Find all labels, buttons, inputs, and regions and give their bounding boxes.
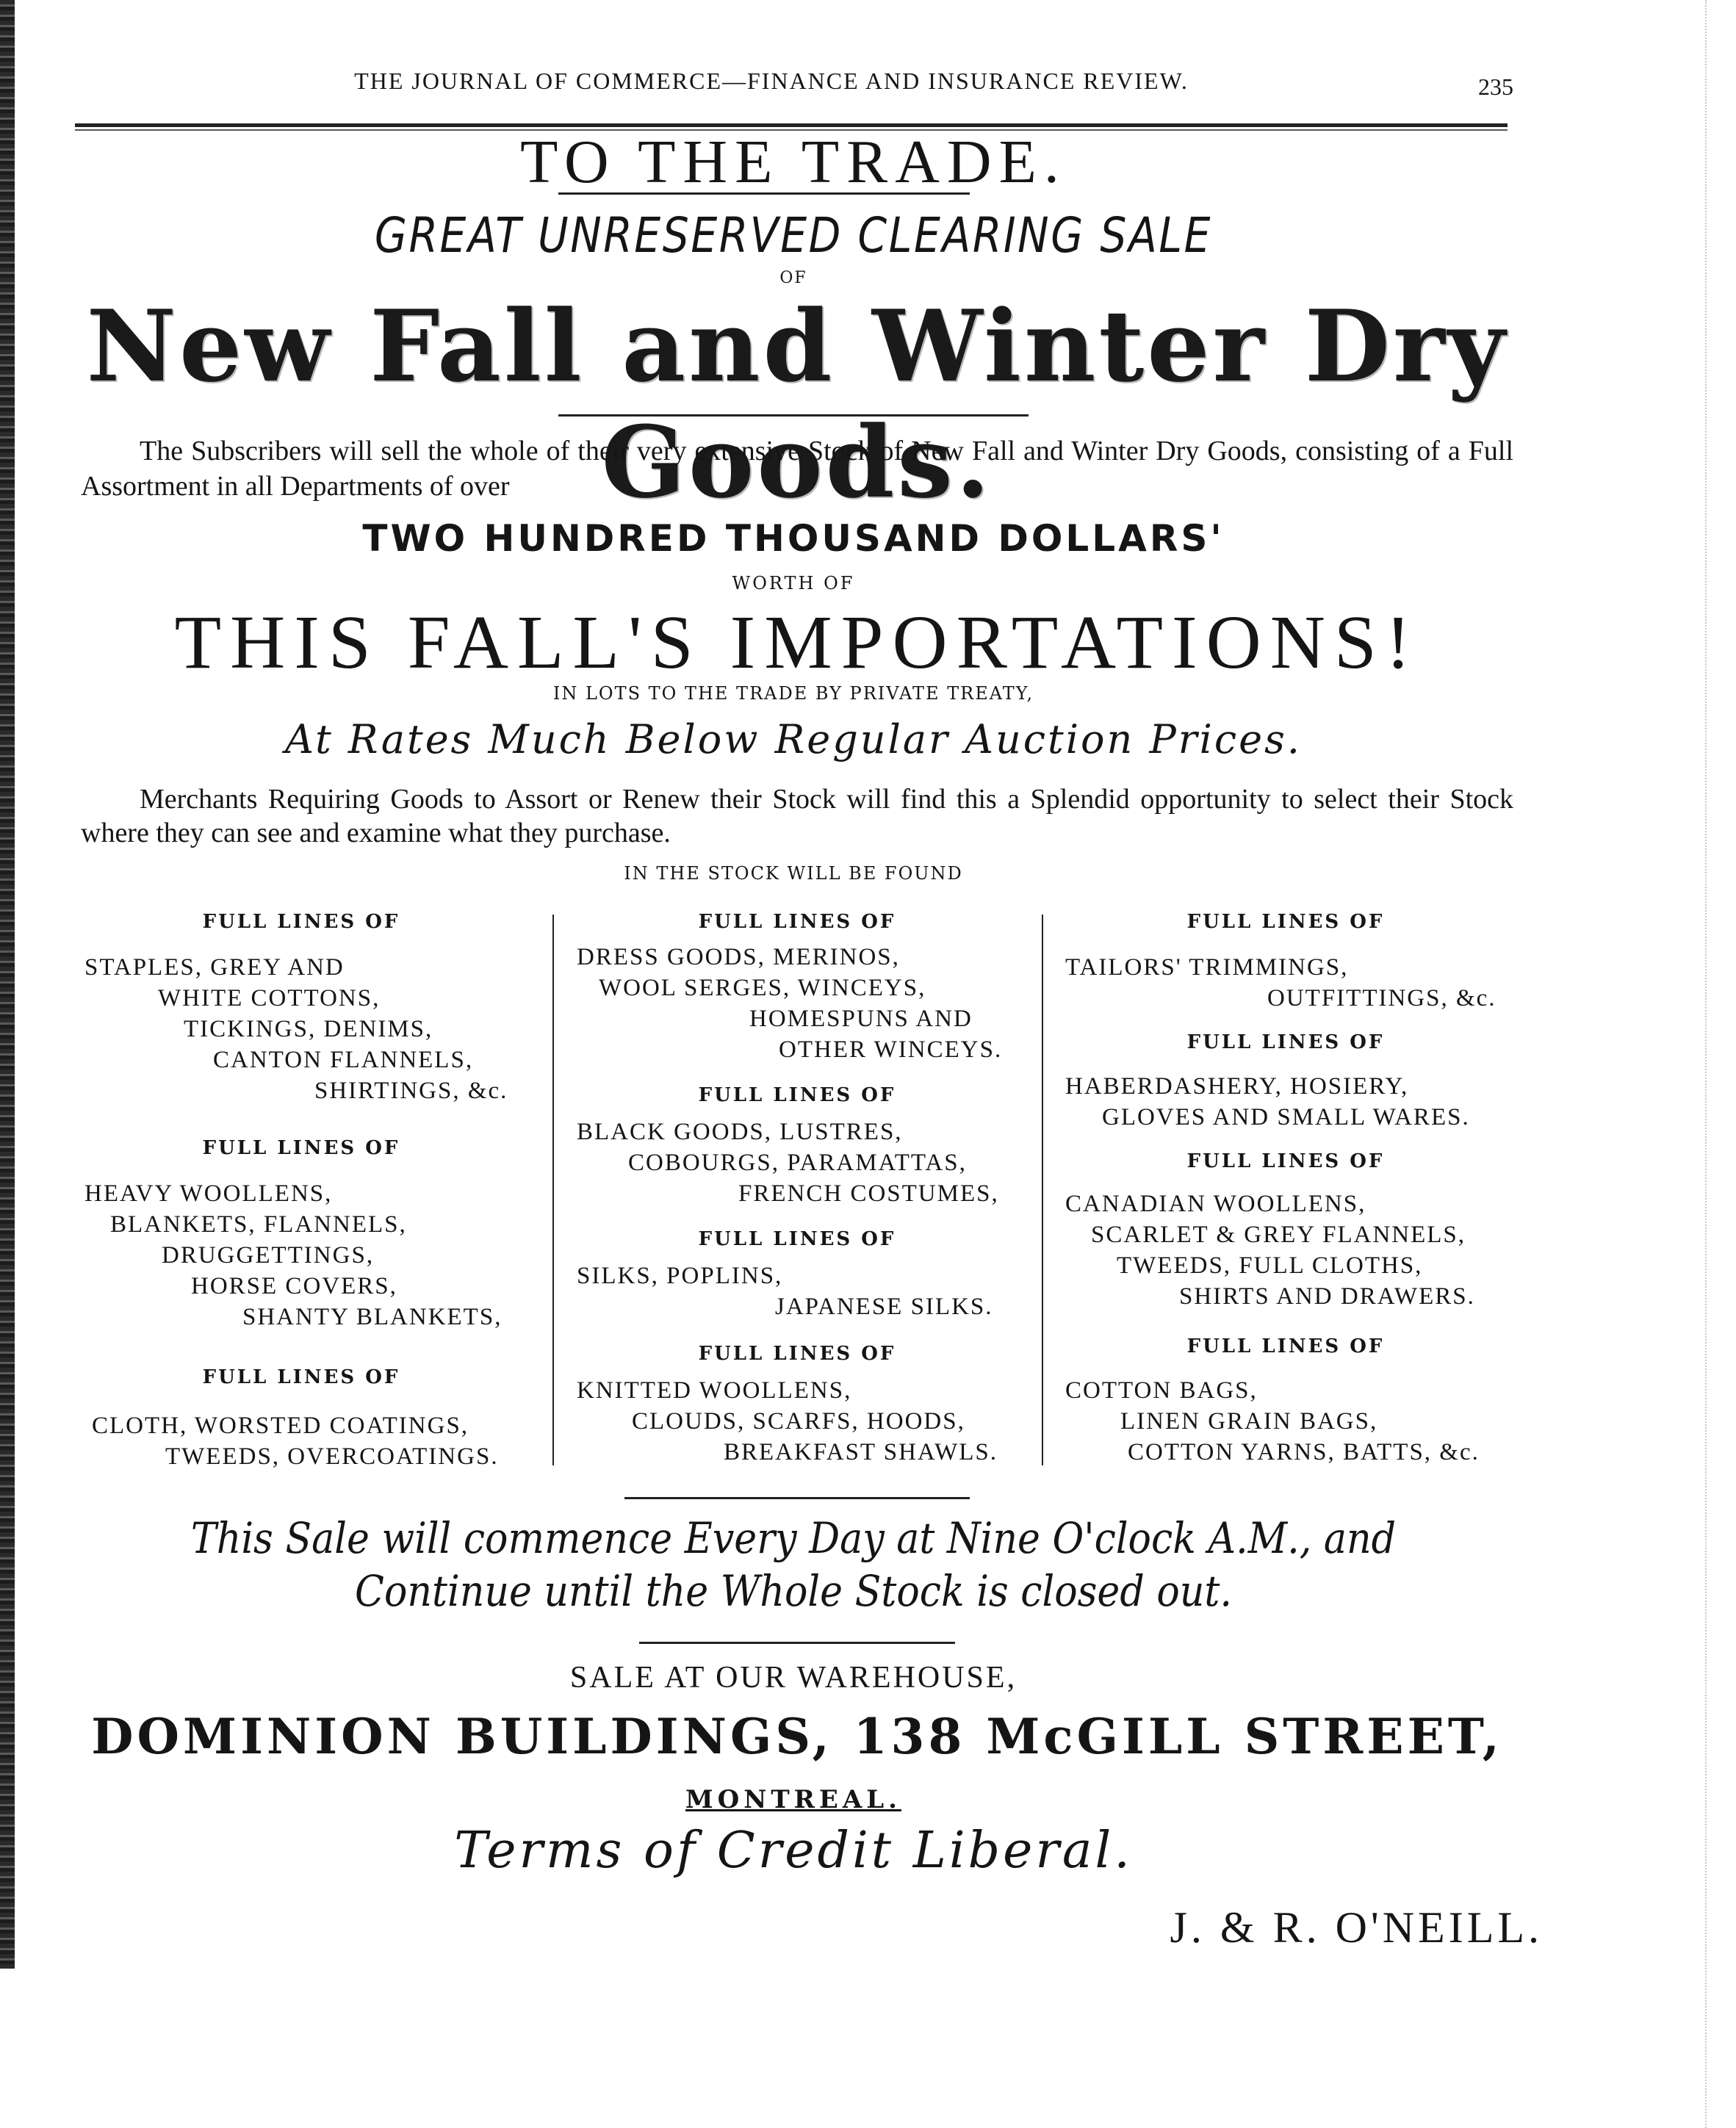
group-title: FULL LINES OF — [1186, 1150, 1385, 1172]
stock-line: HOMESPUNS AND — [749, 1006, 973, 1032]
stock-line: SHANTY BLANKETS, — [242, 1304, 503, 1330]
stock-line: COBOURGS, PARAMATTAS, — [628, 1150, 967, 1176]
stock-line: OUTFITTINGS, &c. — [1267, 985, 1497, 1011]
divider-rule — [558, 414, 1029, 416]
stock-line: COTTON YARNS, BATTS, &c. — [1128, 1439, 1480, 1465]
group-title: FULL LINES OF — [1186, 911, 1385, 933]
heading-underline — [558, 192, 970, 195]
group-title: FULL LINES OF — [698, 1343, 896, 1365]
sale-hours — [159, 1512, 1428, 1617]
stock-line: SHIRTS AND DRAWERS. — [1179, 1283, 1475, 1310]
stock-line: DRUGGETTINGS, — [162, 1242, 375, 1269]
city-line: MONTREAL. — [685, 1785, 901, 1814]
column-divider — [1042, 915, 1043, 1465]
stock-line: TICKINGS, DENIMS, — [184, 1016, 433, 1042]
page-binding-edge — [0, 0, 15, 1969]
divider-rule — [639, 1642, 955, 1644]
amount-heading: TWO HUNDRED THOUSAND DOLLARS' — [362, 517, 1225, 560]
stock-line: KNITTED WOOLLENS, — [577, 1377, 852, 1404]
of-label: OF — [779, 269, 807, 287]
sale-hours-line-1: This Sale will commence Every Day at Nine O'clock A.M., and — [190, 1513, 1397, 1563]
stock-line: FRENCH COSTUMES, — [738, 1180, 999, 1207]
stock-line: WHITE COTTONS, — [158, 985, 381, 1011]
warehouse-line: SALE AT OUR WAREHOUSE, — [569, 1661, 1018, 1695]
clearing-sale-title: GREAT UNRESERVED CLEARING SALE — [374, 207, 1213, 264]
stock-line: BLANKETS, FLANNELS, — [110, 1211, 407, 1238]
advert-heading: TO THE TRADE. — [520, 128, 1067, 196]
intro-paragraph: The Subscribers will sell the whole of their very extensive Stock of New Fall and Winter Dry Goods, consisting of a Full Assortment in all Departments of over — [81, 436, 1513, 502]
group-title: FULL LINES OF — [698, 1084, 896, 1106]
dry-goods-title: New Fall and Winter Dry Goods. — [86, 288, 1508, 520]
page-right-edge — [1705, 0, 1736, 2128]
stock-line: OTHER WINCEYS. — [779, 1036, 1003, 1063]
group-title: FULL LINES OF — [698, 911, 896, 933]
group-title: FULL LINES OF — [1186, 1031, 1385, 1053]
importations-heading: THIS FALL'S IMPORTATIONS! — [174, 600, 1420, 685]
stock-line: SCARLET & GREY FLANNELS, — [1091, 1222, 1466, 1248]
group-title: FULL LINES OF — [202, 1137, 400, 1159]
page-number: 235 — [1478, 73, 1513, 100]
group-title: FULL LINES OF — [202, 911, 400, 933]
stock-line: WOOL SERGES, WINCEYS, — [599, 975, 926, 1001]
column-divider — [552, 915, 554, 1465]
stock-line: TWEEDS, OVERCOATINGS. — [165, 1443, 499, 1470]
sale-hours-line-2: Continue until the Whole Stock is closed out. — [355, 1566, 1232, 1616]
address-line: DOMINION BUILDINGS, 138 McGILL STREET, — [91, 1708, 1503, 1765]
stock-line: HABERDASHERY, HOSIERY, — [1065, 1073, 1409, 1100]
rates-line: At Rates Much Below Regular Auction Prices. — [285, 716, 1302, 762]
in-lots-label: IN LOTS TO THE TRADE BY PRIVATE TREATY, — [552, 683, 1034, 704]
stock-line: BLACK GOODS, LUSTRES, — [577, 1119, 903, 1145]
stock-line: STAPLES, GREY AND — [84, 954, 345, 981]
stock-line: HORSE COVERS, — [191, 1273, 397, 1299]
group-title: FULL LINES OF — [1186, 1335, 1385, 1357]
stock-line: CANADIAN WOOLLENS, — [1065, 1191, 1366, 1217]
group-title: FULL LINES OF — [698, 1228, 896, 1250]
stock-line: JAPANESE SILKS. — [775, 1294, 993, 1320]
terms-line: Terms of Credit Liberal. — [454, 1822, 1133, 1880]
stock-line: CLOUDS, SCARFS, HOODS, — [632, 1408, 965, 1435]
stock-line: TAILORS' TRIMMINGS, — [1065, 954, 1349, 981]
stock-line: HEAVY WOOLLENS, — [84, 1180, 333, 1207]
signature: J. & R. O'NEILL. — [1170, 1903, 1543, 1952]
running-head: THE JOURNAL OF COMMERCE—FINANCE AND INSURANCE REVIEW. — [354, 68, 1189, 94]
stock-line: CLOTH, WORSTED COATINGS, — [92, 1413, 469, 1439]
stock-line: CANTON FLANNELS, — [213, 1047, 474, 1073]
divider-rule — [624, 1497, 970, 1499]
stock-line: SHIRTINGS, &c. — [314, 1078, 508, 1104]
stock-line: LINEN GRAIN BAGS, — [1120, 1408, 1378, 1435]
stock-line: COTTON BAGS, — [1065, 1377, 1258, 1404]
in-stock-label: IN THE STOCK WILL BE FOUND — [624, 863, 963, 884]
stock-line: TWEEDS, FULL CLOTHS, — [1117, 1252, 1423, 1279]
stock-line: SILKS, POPLINS, — [577, 1263, 783, 1289]
merchants-paragraph: Merchants Requiring Goods to Assort or Renew their Stock will find this a Splendid opportunity to select their Stock where they can see and examine what they purchase. — [81, 784, 1513, 848]
stock-line: BREAKFAST SHAWLS. — [724, 1439, 998, 1465]
group-title: FULL LINES OF — [202, 1366, 400, 1388]
worth-of-label: WORTH OF — [732, 573, 855, 594]
stock-line: GLOVES AND SMALL WARES. — [1102, 1104, 1470, 1130]
stock-line: DRESS GOODS, MERINOS, — [577, 944, 900, 970]
